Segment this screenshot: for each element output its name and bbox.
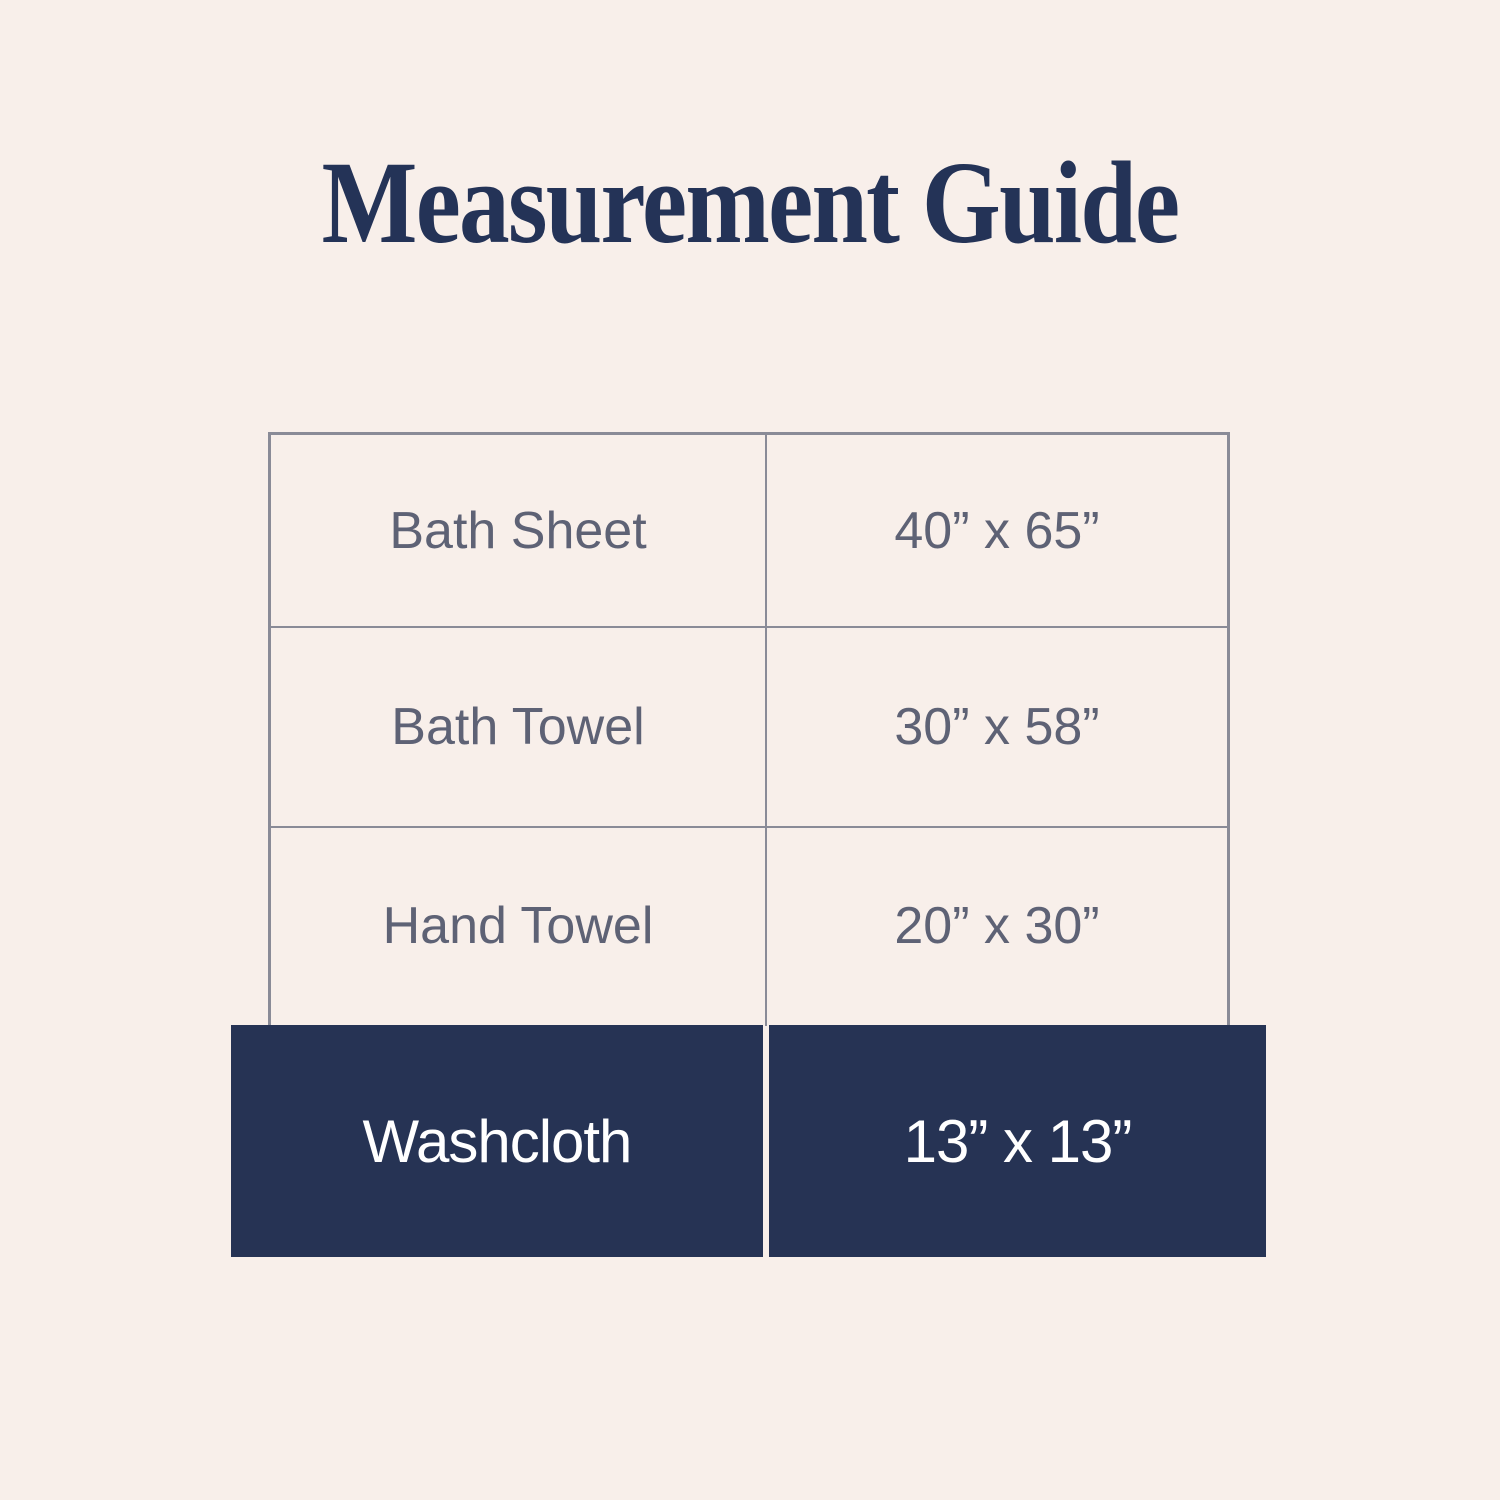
towel-name: Hand Towel (382, 897, 654, 955)
table-row (271, 828, 765, 1024)
towel-size: 13” x 13” (903, 1107, 1132, 1175)
highlight-row-size (769, 1025, 1266, 1257)
towel-size: 40” x 65” (894, 501, 1100, 560)
table-row (271, 628, 765, 826)
towel-name: Bath Towel (391, 698, 645, 756)
towel-size: 20” x 30” (894, 897, 1100, 955)
towel-size: 30” x 58” (894, 698, 1100, 756)
table-row (271, 435, 765, 626)
page-title: Measurement Guide (321, 137, 1179, 268)
table-row (767, 435, 1227, 626)
table-row (767, 628, 1227, 826)
table-row (767, 828, 1227, 1024)
towel-name: Washcloth (362, 1107, 632, 1175)
towel-name: Bath Sheet (389, 501, 647, 560)
table-border-right (1227, 432, 1230, 1026)
highlight-row-name (231, 1025, 763, 1257)
